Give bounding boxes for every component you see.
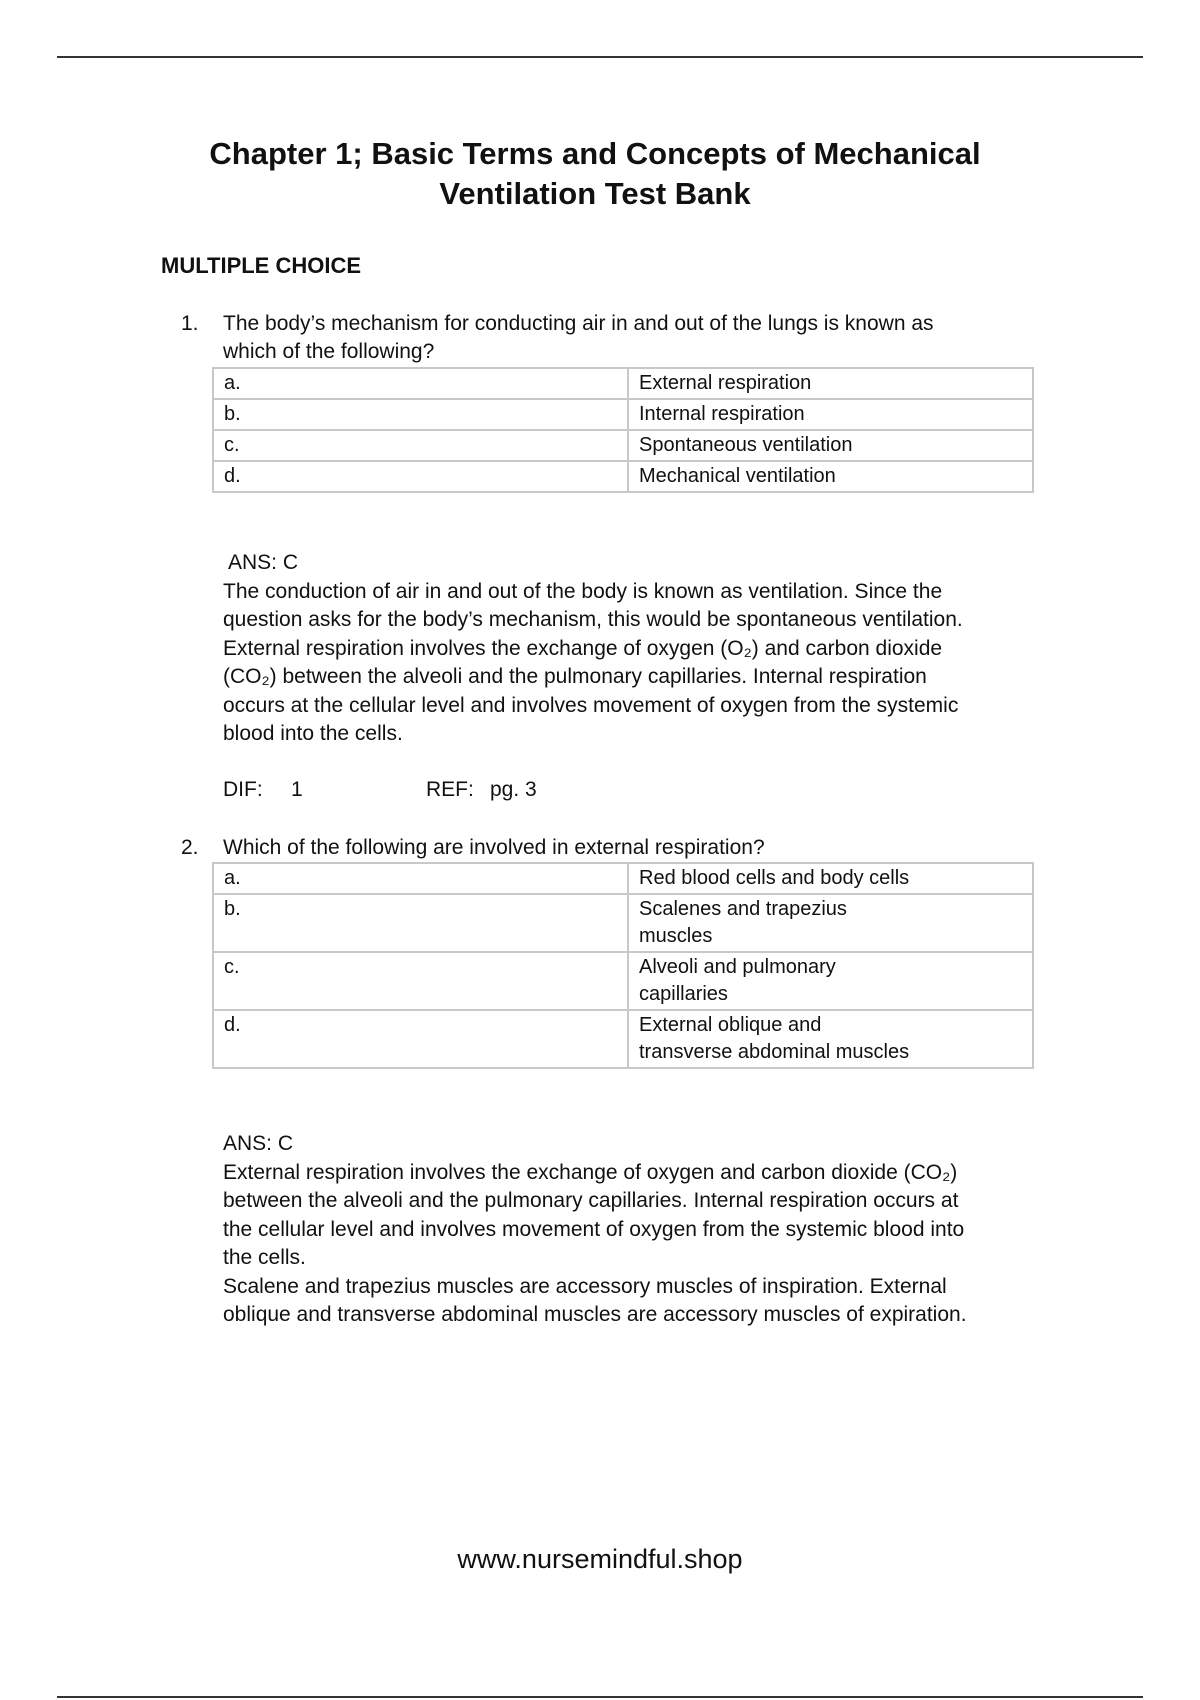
option-text: Scalenes and trapezius muscles: [628, 894, 1033, 952]
answer-block-1: [223, 549, 1023, 749]
option-row: [213, 1010, 1033, 1068]
rationale-line: The conduction of air in and out of the body is known as ventilation. Since the: [223, 579, 943, 603]
question-number: 1.: [181, 312, 199, 335]
option-text: Spontaneous ventilation: [628, 430, 1033, 461]
rationale-line: External respiration involves the exchange of oxygen and carbon dioxide (CO₂): [223, 1160, 958, 1184]
question-number: 2.: [181, 836, 199, 859]
question-stem: [181, 834, 1051, 862]
stem-line: which of the following?: [223, 340, 435, 363]
title-line-2: Ventilation Test Bank: [439, 176, 751, 211]
answer-block-2: [223, 1130, 1023, 1330]
reference-value: pg. 3: [490, 778, 537, 801]
question-stem: [181, 310, 1051, 366]
option-row: [213, 461, 1033, 492]
rationale-line: occurs at the cellular level and involves movement of oxygen from the systemic: [223, 693, 959, 717]
rationale-line: oblique and transverse abdominal muscles are accessory muscles of expiration.: [223, 1303, 967, 1326]
rationale-line: question asks for the body’s mechanism, this would be spontaneous ventilation.: [223, 608, 963, 631]
option-letter: b.: [213, 399, 628, 430]
option-letter: c.: [213, 430, 628, 461]
answer-key: ANS: C: [228, 551, 299, 574]
option-row: [213, 430, 1033, 461]
section-heading: MULTIPLE CHOICE: [161, 253, 362, 278]
option-letter: b.: [213, 894, 628, 952]
option-text: Alveoli and pulmonary capillaries: [628, 952, 1033, 1010]
bottom-rule: [57, 1696, 1143, 1698]
rationale-line: (CO₂) between the alveoli and the pulmonary capillaries. Internal respiration: [223, 665, 927, 688]
option-text: Internal respiration: [628, 399, 1033, 430]
answer-key: ANS: C: [223, 1132, 294, 1155]
option-row: [213, 863, 1033, 894]
option-row: [213, 399, 1033, 430]
title-line-1: Chapter 1; Basic Terms and Concepts of Mechanical: [209, 136, 981, 171]
option-letter: a.: [213, 863, 628, 894]
option-text: External respiration: [628, 368, 1033, 399]
reference-label: REF:: [426, 778, 474, 801]
stem-line: Which of the following are involved in external respiration?: [223, 836, 765, 859]
options-table-2: [212, 862, 1034, 1069]
page-title: [120, 134, 1070, 214]
top-rule: [57, 56, 1143, 58]
option-row: [213, 368, 1033, 399]
option-row: [213, 894, 1033, 952]
difficulty-value: 1: [291, 778, 303, 801]
question-meta-1: [223, 778, 537, 802]
question-2: [181, 834, 1051, 862]
option-letter: d.: [213, 461, 628, 492]
options-table-1: [212, 367, 1034, 493]
footer-url: www.nursemindful.shop: [457, 1544, 743, 1574]
rationale-line: Scalene and trapezius muscles are accessory muscles of inspiration. External: [223, 1274, 947, 1298]
rationale-line: blood into the cells.: [223, 722, 403, 745]
rationale-line: External respiration involves the exchange of oxygen (O₂) and carbon dioxide: [223, 636, 943, 660]
question-1: [181, 310, 1051, 366]
option-letter: d.: [213, 1010, 628, 1068]
rationale-line: the cells.: [223, 1246, 306, 1269]
stem-line: The body’s mechanism for conducting air in and out of the lungs is known as: [223, 312, 934, 335]
option-text: Mechanical ventilation: [628, 461, 1033, 492]
option-row: [213, 952, 1033, 1010]
difficulty-label: DIF:: [223, 778, 263, 801]
rationale-line: between the alveoli and the pulmonary capillaries. Internal respiration occurs at: [223, 1189, 959, 1212]
option-text: Red blood cells and body cells: [628, 863, 1033, 894]
option-text: External oblique and transverse abdominal muscles: [628, 1010, 1033, 1068]
rationale-line: the cellular level and involves movement of oxygen from the systemic blood into: [223, 1217, 965, 1241]
option-letter: a.: [213, 368, 628, 399]
option-letter: c.: [213, 952, 628, 1010]
